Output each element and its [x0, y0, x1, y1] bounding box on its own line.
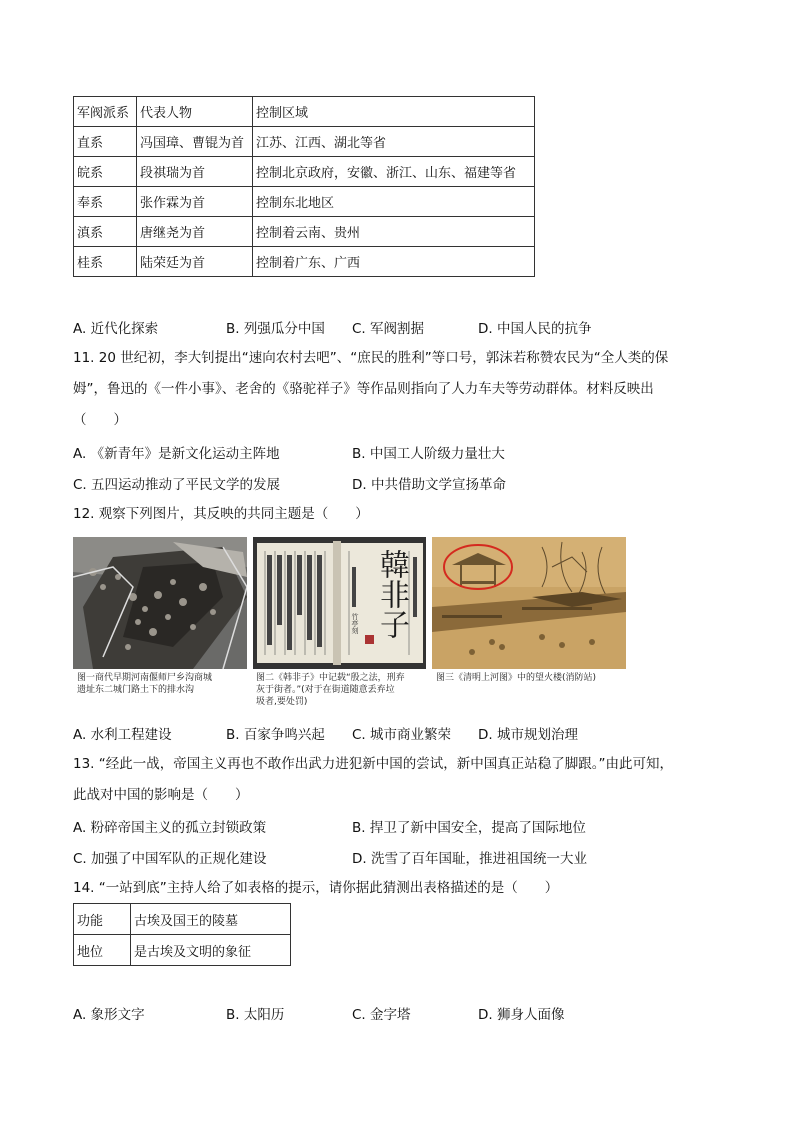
q11-stem-line-1: 11. 20 世纪初，李大钊提出“速向农村去吧”、“庶民的胜利”等口号，郭沫若称赞农民为“全人类的保: [73, 350, 669, 366]
q11-option-c[interactable]: C. 五四运动推动了平民文学的发展: [73, 477, 281, 493]
table-header-row: [74, 97, 535, 127]
q11-option-d[interactable]: D. 中共借助文学宣扬革命: [352, 477, 506, 493]
table-cell: 段祺瑞为首: [137, 157, 253, 187]
table-row: [74, 187, 535, 217]
q12-option-b[interactable]: B. 百家争鸣兴起: [226, 727, 325, 743]
image1-caption-line: 遗址东二城门路土下的排水沟: [77, 685, 195, 695]
table-row: [74, 935, 291, 966]
table-cell: 陆荣廷为首: [137, 247, 253, 277]
image1-caption: [77, 672, 247, 696]
table-cell: 控制北京政府，安徽、浙江、山东、福建等省: [253, 157, 535, 187]
q14-option-b[interactable]: B. 太阳历: [226, 1007, 285, 1023]
q12-option-d[interactable]: D. 城市规划治理: [478, 727, 578, 743]
q10-option-d[interactable]: D. 中国人民的抗争: [478, 321, 592, 337]
q14-option-d[interactable]: D. 狮身人面像: [478, 1007, 565, 1023]
table-cell: 功能: [74, 904, 131, 935]
image3-caption-line: 图三《清明上河图》中的望火楼(消防站): [436, 673, 597, 683]
q14-hint-table: [73, 903, 291, 966]
image2-caption-line: 图二《韩非子》中记载“殷之法，刑弃: [256, 673, 405, 683]
table-cell: 桂系: [74, 247, 137, 277]
q11-stem-line-3: （ ）: [73, 412, 127, 428]
image2-caption-line: 灰于街者。”(对于在街道随意丢弃垃: [256, 685, 395, 695]
table-cell: 滇系: [74, 217, 137, 247]
table-row: [74, 157, 535, 187]
image2-caption-line: 圾者,要处罚): [256, 697, 308, 707]
q14-stem: 14. “一站到底”主持人给了如表格的提示，请你据此猜测出表格描述的是（ ）: [73, 880, 559, 896]
q13-option-a[interactable]: A. 粉碎帝国主义的孤立封锁政策: [73, 820, 267, 836]
image1-caption-line: 图一商代早期河南偃师尸乡沟商城: [77, 673, 213, 683]
table-cell: 古埃及国王的陵墓: [131, 904, 291, 935]
q13-option-b[interactable]: B. 捍卫了新中国安全，提高了国际地位: [352, 820, 586, 836]
q11-stem-line-2: 姆”，鲁迅的《一件小事》、老舍的《骆驼祥子》等作品则指向了人力车夫等劳动群体。材料反映出: [73, 381, 654, 397]
q12-option-c[interactable]: C. 城市商业繁荣: [352, 727, 452, 743]
q11-option-a[interactable]: A. 《新青年》是新文化运动主阵地: [73, 446, 280, 462]
image3-caption: [436, 672, 628, 684]
table-row: [74, 247, 535, 277]
table-cell: 是古埃及文明的象征: [131, 935, 291, 966]
q10-option-a[interactable]: A. 近代化探索: [73, 321, 159, 337]
q13-option-c[interactable]: C. 加强了中国军队的正规化建设: [73, 851, 267, 867]
table-row: [74, 127, 535, 157]
image2-caption: [256, 672, 428, 708]
q10-option-b[interactable]: B. 列强瓜分中国: [226, 321, 325, 337]
table-cell: 张作霖为首: [137, 187, 253, 217]
q11-option-b[interactable]: B. 中国工人阶级力量壮大: [352, 446, 505, 462]
q10-option-c[interactable]: C. 军阀割据: [352, 321, 425, 337]
table-cell: 直系: [74, 127, 137, 157]
table-cell: 控制东北地区: [253, 187, 535, 217]
q12-option-a[interactable]: A. 水利工程建设: [73, 727, 172, 743]
q14-option-c[interactable]: C. 金字塔: [352, 1007, 411, 1023]
table-header-cell: 控制区域: [253, 97, 535, 127]
q13-stem-line-1: 13. “经此一战，帝国主义再也不敢作出武力进犯新中国的尝试，新中国真正站稳了脚跟。”由此可知，: [73, 756, 673, 772]
book-side-inscription: 竹亭刻: [351, 613, 359, 634]
table-cell: 唐继尧为首: [137, 217, 253, 247]
warlord-table: [73, 96, 535, 277]
table-cell: 冯国璋、曹锟为首: [137, 127, 253, 157]
drainage-ditch-photo: [73, 537, 247, 669]
table-cell: 控制着云南、贵州: [253, 217, 535, 247]
hanfeizi-book-photo: [253, 537, 426, 669]
qingming-painting-photo: [432, 537, 626, 669]
table-cell: 奉系: [74, 187, 137, 217]
q14-option-a[interactable]: A. 象形文字: [73, 1007, 145, 1023]
table-header-cell: 代表人物: [137, 97, 253, 127]
book-title-calligraphy: 韓非子: [374, 549, 409, 639]
table-header-cell: 军阀派系: [74, 97, 137, 127]
q12-stem: 12. 观察下列图片，其反映的共同主题是（ ）: [73, 506, 369, 522]
q13-option-d[interactable]: D. 洗雪了百年国耻，推进祖国统一大业: [352, 851, 587, 867]
table-cell: 地位: [74, 935, 131, 966]
table-row: [74, 217, 535, 247]
table-cell: 江苏、江西、湖北等省: [253, 127, 535, 157]
table-cell: 控制着广东、广西: [253, 247, 535, 277]
q13-stem-line-2: 此战对中国的影响是（ ）: [73, 787, 249, 803]
table-row: [74, 904, 291, 935]
table-cell: 皖系: [74, 157, 137, 187]
